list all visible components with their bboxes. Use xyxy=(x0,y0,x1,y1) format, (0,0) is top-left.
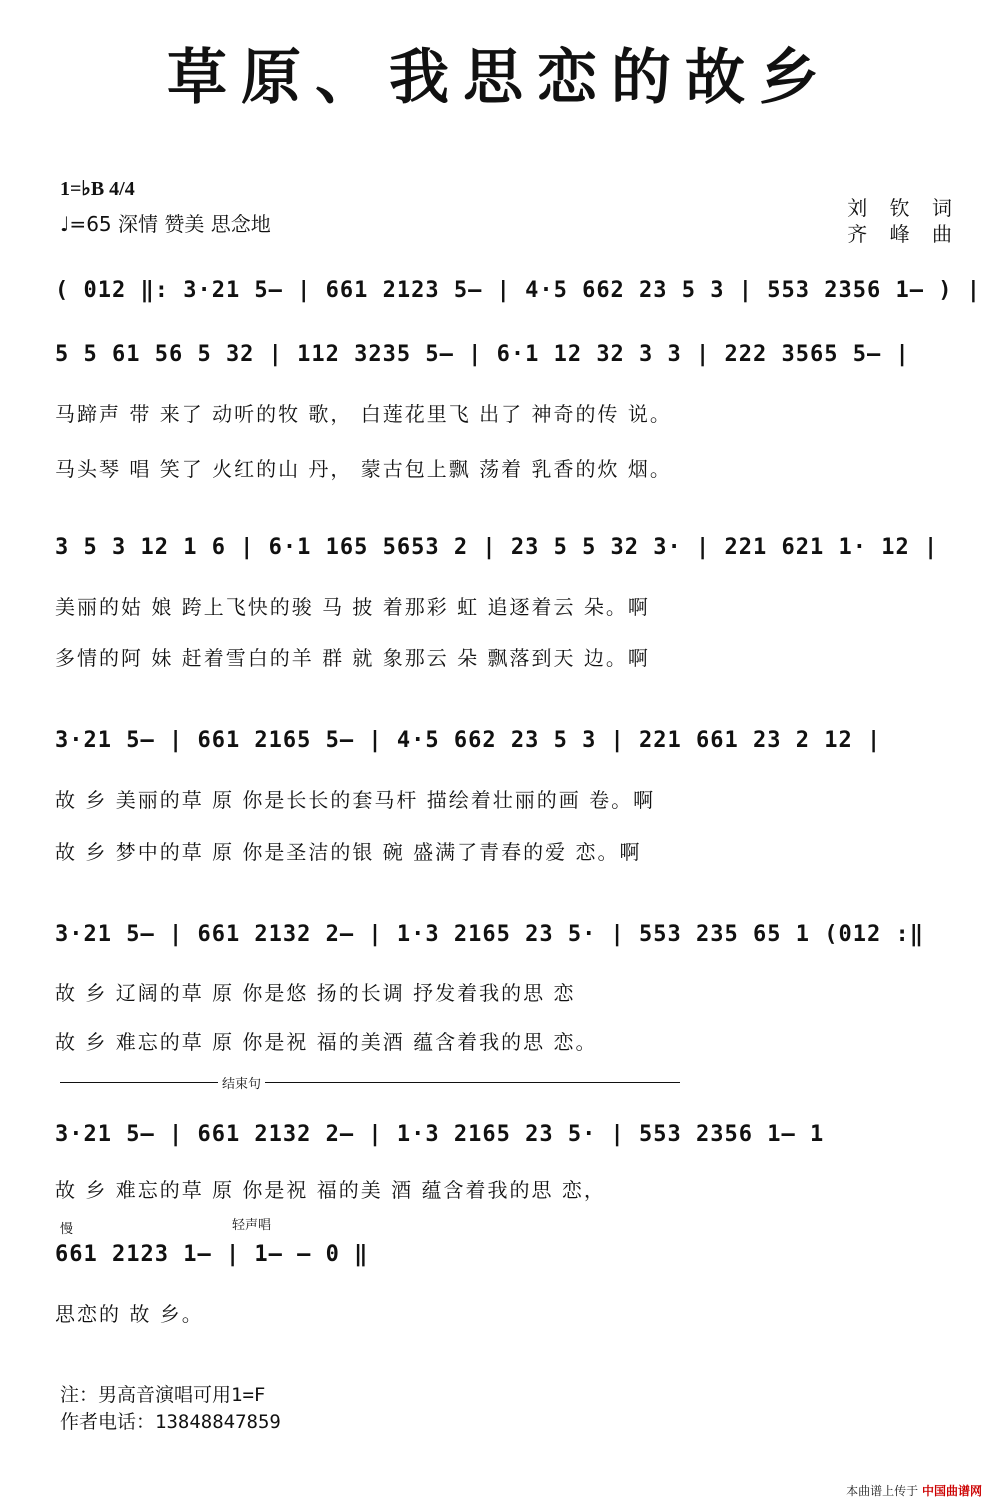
ending-bracket-line xyxy=(60,1082,680,1083)
tempo-marking: ♩=65 深情 赞美 思念地 xyxy=(60,212,271,236)
lyric-line-2b: 多情的阿 妹 赶着雪白的羊 群 就 象那云 朵 飘落到天 边。啊 xyxy=(55,646,650,670)
key-signature: 1=♭B 4/4 xyxy=(60,178,135,200)
lyric-line-1a: 马蹄声 带 来了 动听的牧 歌， 白莲花里飞 出了 神奇的传 说。 xyxy=(55,402,672,426)
ending-label: 结束句 xyxy=(218,1073,265,1092)
lyric-line-3b: 故 乡 梦中的草 原 你是圣洁的银 碗 盛满了青春的爱 恋。啊 xyxy=(55,840,642,864)
lyric-line-6: 思恋的 故 乡。 xyxy=(55,1302,204,1326)
notation-line-1: 5 5 61 56 5 32 | 112 3235 5— | 6·1 12 32 3 3 | 222 3565 5— | xyxy=(55,342,910,367)
upload-credit: 本曲谱上传于 中国曲谱网 xyxy=(846,1484,982,1498)
slow-marking: 慢 xyxy=(60,1222,74,1237)
lyric-line-3a: 故 乡 美丽的草 原 你是长长的套马杆 描绘着壮丽的画 卷。啊 xyxy=(55,788,656,812)
notation-line-intro: ( 012 ‖: 3·21 5— | 661 2123 5— | 4·5 662 23 5 3 | 553 2356 1— ) | xyxy=(55,278,981,303)
notation-line-4: 3·21 5— | 661 2132 2— | 1·3 2165 23 5· | 553 235 65 1 (012 :‖ xyxy=(55,922,924,947)
notation-line-5: 3·21 5— | 661 2132 2— | 1·3 2165 23 5· | 553 2356 1— 1 xyxy=(55,1122,825,1147)
song-title: 草原、我思恋的故乡 xyxy=(167,43,833,113)
lyric-line-4a: 故 乡 辽阔的草 原 你是悠 扬的长调 抒发着我的思 恋 xyxy=(55,981,576,1005)
notation-line-2: 3 5 3 12 1 6 | 6·1 165 5653 2 | 23 5 5 32 3· | 221 621 1· 12 | xyxy=(55,535,939,560)
soft-voice-marking: 轻声唱 xyxy=(232,1218,272,1233)
lyric-line-5: 故 乡 难忘的草 原 你是祝 福的美 酒 蕴含着我的思 恋， xyxy=(55,1178,606,1202)
lyric-line-4b: 故 乡 难忘的草 原 你是祝 福的美酒 蕴含着我的思 恋。 xyxy=(55,1030,598,1054)
lyricist-credit: 刘 钦 词 xyxy=(847,196,960,220)
lyric-line-2a: 美丽的姑 娘 跨上飞快的骏 马 披 着那彩 虹 追逐着云 朵。啊 xyxy=(55,595,650,619)
site-logo: 中国曲谱网 xyxy=(921,1484,982,1498)
author-phone: 作者电话：13848847859 xyxy=(60,1411,281,1433)
performance-note: 注：男高音演唱可用1=F xyxy=(60,1384,266,1406)
composer-credit: 齐 峰 曲 xyxy=(847,222,960,246)
notation-line-6: 661 2123 1— | 1— — 0 ‖ xyxy=(55,1242,369,1267)
lyric-line-1b: 马头琴 唱 笑了 火红的山 丹， 蒙古包上飘 荡着 乳香的炊 烟。 xyxy=(55,457,672,481)
notation-line-3: 3·21 5— | 661 2165 5— | 4·5 662 23 5 3 | 221 661 23 2 12 | xyxy=(55,728,882,753)
